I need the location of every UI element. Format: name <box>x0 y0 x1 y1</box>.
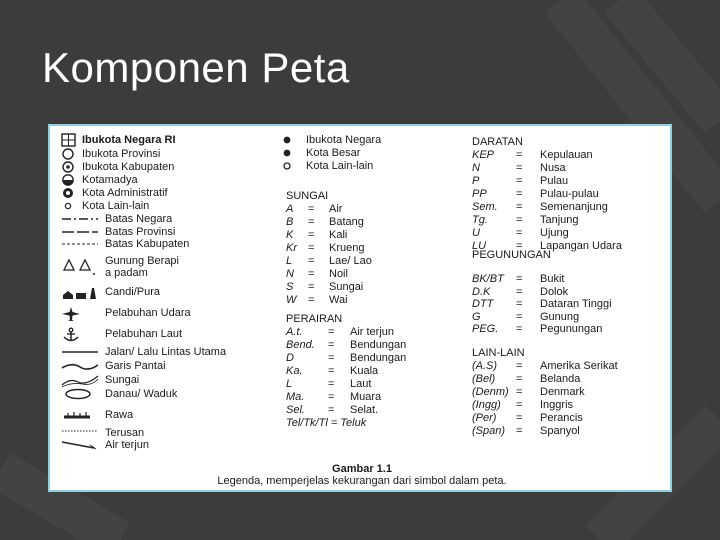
abbreviation: W <box>286 294 297 306</box>
abbreviation: P <box>472 175 480 187</box>
abbreviation: Tg. <box>472 214 488 226</box>
anchor-icon <box>60 327 82 343</box>
abbreviation-meaning: Ujung <box>540 227 569 239</box>
abbreviation: Kr <box>286 242 297 254</box>
legend-label: Air terjun <box>105 439 150 451</box>
equals-sign: = <box>516 425 523 437</box>
abbreviation-meaning: Air <box>329 203 343 215</box>
abbreviation: Ma. <box>286 391 305 403</box>
caption <box>50 463 674 487</box>
solid-line-icon <box>60 345 100 359</box>
abbreviation-meaning: Sungai <box>329 281 364 293</box>
legend-label: Kotamadya <box>82 174 138 186</box>
abbreviation: D <box>286 352 294 364</box>
abbreviation: (A.S) <box>472 360 498 372</box>
abbreviation: (Span) <box>472 425 506 437</box>
abbreviation: A.t. <box>286 326 303 338</box>
abbreviation: PEG. <box>472 323 499 335</box>
equals-sign: = <box>516 285 523 298</box>
equals-sign: = <box>308 229 315 241</box>
legend-label: Batas Provinsi <box>105 226 176 238</box>
abbreviation: (Ingg) <box>472 399 501 411</box>
legend-label: Kota Lain-lain <box>82 200 150 212</box>
abbreviation-meaning: Amerika Serikat <box>540 360 618 372</box>
abbreviation: BK/BT <box>472 273 504 285</box>
abbreviation-meaning: Perancis <box>540 412 583 424</box>
abbreviation: S <box>286 281 294 293</box>
caption-text: Legenda, memperjelas kekurangan dari simbol dalam peta. <box>217 475 507 487</box>
airplane-icon <box>60 306 82 322</box>
abbreviation: PP <box>472 188 487 200</box>
volcano-triangles-icon <box>60 254 100 278</box>
legend-label: Ibukota Provinsi <box>82 148 161 160</box>
abbreviation: LU <box>472 240 487 252</box>
lake-icon <box>60 387 100 401</box>
abbreviation: Sem. <box>472 201 498 213</box>
abbreviation: A <box>286 203 294 215</box>
caption-label: Gambar 1.1 <box>332 463 392 475</box>
equals-sign: = <box>308 242 315 254</box>
equals-sign: = <box>516 240 523 252</box>
abbreviation: (Denm) <box>472 386 509 398</box>
section-heading: LAIN-LAIN <box>472 347 525 359</box>
abbreviation-meaning: Bendungan <box>350 339 407 351</box>
canal-icon <box>60 426 100 436</box>
abbreviation-meaning: Nusa <box>540 162 566 174</box>
legend-figure <box>48 124 672 492</box>
legend-label: Ibukota Negara RI <box>82 134 176 146</box>
abbreviation: Ka. <box>286 365 303 377</box>
abbreviation-meaning: Kuala <box>350 365 379 377</box>
abbreviation: U <box>472 227 480 239</box>
equals-sign: = <box>516 162 523 174</box>
equals-sign: = <box>308 294 315 306</box>
abbreviation-meaning: Laut <box>350 378 372 390</box>
equals-sign: = <box>516 412 523 424</box>
abbreviation-meaning: Kepulauan <box>540 149 593 161</box>
abbreviation-meaning: Lapangan Udara <box>540 240 622 252</box>
abbreviation-meaning: Bukit <box>540 273 565 285</box>
legend-label: Rawa <box>105 409 134 421</box>
abbreviation: G <box>472 310 481 323</box>
legend-label: Ibukota Kabupaten <box>82 161 175 173</box>
abbreviation-meaning: Lae/ Lao <box>329 255 372 267</box>
abbreviation-meaning: Belanda <box>540 373 581 385</box>
equals-sign: = <box>516 298 523 310</box>
equals-sign: = <box>516 227 523 239</box>
equals-sign: = <box>328 391 335 403</box>
filled-dot-icon <box>280 147 294 159</box>
dot-circle-icon <box>60 186 78 200</box>
legend-label: Candi/Pura <box>105 286 161 298</box>
legend-label: Batas Negara <box>105 213 173 225</box>
half-filled-circle-icon <box>60 173 78 187</box>
equals-sign: = <box>328 365 335 377</box>
abbreviation-meaning: Semenanjung <box>540 201 608 213</box>
abbreviation-meaning: Wai <box>329 294 348 306</box>
abbreviation-meaning: Pulau <box>540 175 569 187</box>
waterfall-icon <box>60 438 100 452</box>
abbreviation-meaning: Kali <box>329 229 348 241</box>
equals-sign: = <box>516 175 523 187</box>
abbreviation-meaning: Muara <box>350 391 382 403</box>
abbreviation-meaning: Dolok <box>540 285 569 298</box>
abbreviation-meaning: Inggris <box>540 399 574 411</box>
abbreviation-meaning: Gunung <box>540 310 580 323</box>
abbreviation: K <box>286 229 294 241</box>
equals-sign: = <box>516 201 523 213</box>
abbreviation-meaning: Dataran Tinggi <box>540 298 612 310</box>
temple-icon <box>60 285 100 301</box>
legend-label: Jalan/ Lalu Lintas Utama <box>105 346 227 358</box>
legend-label: Pelabuhan Udara <box>105 307 191 319</box>
legend-label: Sungai <box>105 374 140 386</box>
abbreviation: N <box>286 268 294 280</box>
equals-sign: = <box>328 378 335 390</box>
abbreviation: (Bel) <box>472 373 496 385</box>
dash-dot-line-icon <box>60 212 100 226</box>
equals-sign: = <box>516 188 523 200</box>
abbreviation: L <box>286 378 293 390</box>
small-dot-icon <box>60 199 78 213</box>
slide-title: Komponen Peta <box>42 44 350 91</box>
abbreviation: N <box>472 162 480 174</box>
swamp-icon <box>60 408 100 422</box>
filled-dot-icon <box>280 134 294 146</box>
legend-label: Terusan <box>105 427 145 439</box>
equals-sign: = <box>516 323 523 335</box>
legend-label: Gunung Berapi <box>105 255 179 267</box>
city-label: Kota Besar <box>306 147 361 159</box>
equals-sign: = <box>516 399 523 411</box>
abbreviation: B <box>286 216 294 228</box>
circle-target-icon <box>60 160 78 174</box>
equals-sign: = <box>516 149 523 161</box>
section-heading: SUNGAI <box>286 190 329 202</box>
section-heading: DARATAN <box>472 136 523 148</box>
abbreviation: Bend. <box>286 339 315 351</box>
equals-sign: = <box>328 352 335 364</box>
capital-grid-icon <box>60 133 78 147</box>
city-label: Ibukota Negara <box>306 134 382 146</box>
abbreviation-meaning: Pulau-pulau <box>540 188 599 200</box>
city-label: Kota Lain-lain <box>306 160 374 172</box>
equals-sign: = <box>328 339 335 351</box>
coastline-icon <box>60 359 100 373</box>
equals-sign: = <box>328 404 335 416</box>
equals-sign: = <box>308 216 315 228</box>
equals-sign: = <box>308 281 315 293</box>
legend-label: Pelabuhan Laut <box>105 328 183 340</box>
abbreviation-meaning: Air terjun <box>350 326 395 338</box>
equals-sign: = <box>328 326 335 338</box>
abbreviation-row: Tel/Tk/Tl = Teluk <box>286 417 367 429</box>
abbreviation-meaning: Tanjung <box>540 214 579 226</box>
equals-sign: = <box>516 310 523 323</box>
section-heading: PERAIRAN <box>286 313 343 325</box>
abbreviation: (Per) <box>472 412 497 424</box>
equals-sign: = <box>516 273 523 285</box>
abbreviation: KEP <box>472 149 495 161</box>
legend-label: Garis Pantai <box>105 360 166 372</box>
equals-sign: = <box>516 386 523 398</box>
equals-sign: = <box>516 373 523 385</box>
abbreviation: Sel. <box>286 404 305 416</box>
abbreviation-meaning: Noil <box>329 268 348 280</box>
abbreviation: L <box>286 255 293 267</box>
abbreviation-meaning: Pegunungan <box>540 323 603 335</box>
equals-sign: = <box>516 360 523 372</box>
legend-label: Danau/ Waduk <box>105 388 178 400</box>
dashed-line-icon <box>60 237 100 251</box>
abbreviation: DTT <box>472 298 494 310</box>
legend-label: Kota Administratif <box>82 187 168 199</box>
abbreviation-meaning: Bendungan <box>350 352 407 364</box>
equals-sign: = <box>308 203 315 215</box>
equals-sign: = <box>516 214 523 226</box>
abbreviation-meaning: Batang <box>329 216 364 228</box>
section-heading: PEGUNUNGAN <box>472 249 551 261</box>
equals-sign: = <box>308 255 315 267</box>
abbreviation-meaning: Krueng <box>329 242 365 254</box>
legend-label: Batas Kabupaten <box>105 238 190 250</box>
abbreviation-meaning: Spanyol <box>540 425 580 437</box>
abbreviation: D.K <box>472 285 491 298</box>
hollow-dot-icon <box>280 160 294 172</box>
abbreviation-meaning: Selat. <box>350 404 379 416</box>
abbreviation-meaning: Denmark <box>540 386 585 398</box>
legend-label: a padam <box>105 267 148 279</box>
equals-sign: = <box>308 268 315 280</box>
circle-icon <box>60 147 78 161</box>
